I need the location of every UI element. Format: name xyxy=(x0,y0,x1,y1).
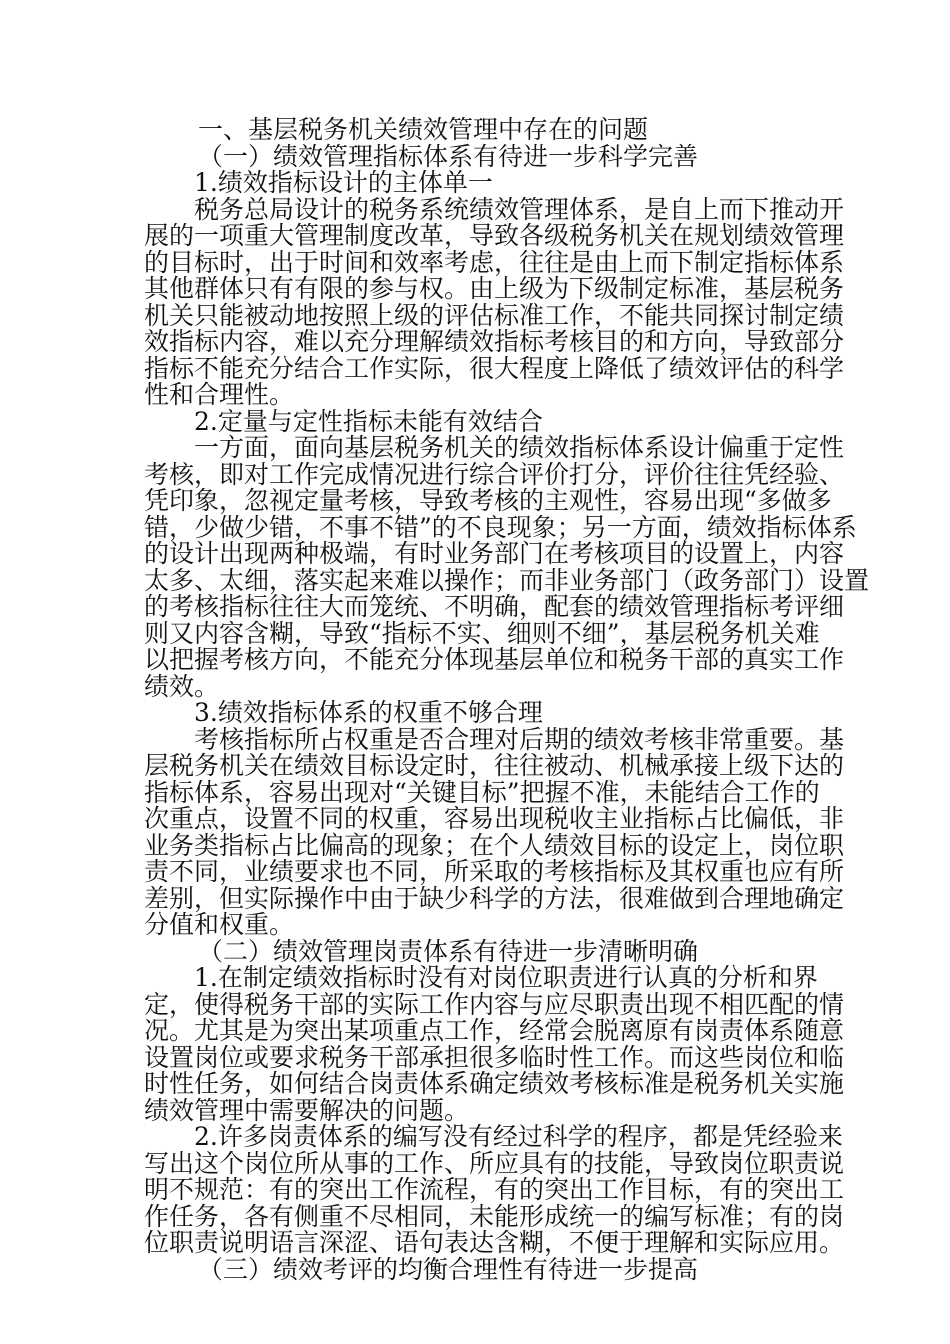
paragraph-line: 机关只能被动地按照上级的评估标准工作，不能共同探讨制定绩 xyxy=(144,300,845,330)
paragraph-line: 设置岗位或要求税务干部承担很多临时性工作。而这些岗位和临 xyxy=(144,1042,845,1072)
paragraph-line: 写出这个岗位所从事的工作、所应具有的技能，导致岗位职责说 xyxy=(144,1148,845,1178)
paragraph-line: 差别，但实际操作中由于缺少科学的方法，很难做到合理地确定 xyxy=(144,883,845,913)
subsection-heading-1: （一）绩效管理指标体系有待进一步科学完善 xyxy=(198,141,699,171)
paragraph-line: 作任务，各有侧重不尽相同，未能形成统一的编写标准；有的岗 xyxy=(144,1201,845,1231)
item-heading-1-1: 1.绩效指标设计的主体单一 xyxy=(194,168,493,197)
paragraph-line: 以把握考核方向，不能充分体现基层单位和税务干部的真实工作 xyxy=(144,645,845,674)
paragraph-line: 太多、太细，落实起来难以操作；而非业务部门（政务部门）设置 xyxy=(144,565,870,595)
paragraph-line: 凭印象，忽视定量考核，导致考核的主观性，容易出现“多做多 xyxy=(144,486,832,515)
paragraph-line: 则又内容含糊，导致“指标不实、细则不细”，基层税务机关难 xyxy=(144,618,820,648)
paragraph-line: 错，少做少错，不事不错”的不良现象；另一方面，绩效指标体系 xyxy=(144,512,857,542)
paragraph-line: 况。尤其是为突出某项重点工作，经常会脱离原有岗责体系随意 xyxy=(144,1016,845,1045)
document-page xyxy=(144,115,870,1284)
paragraph-line: 性和合理性。 xyxy=(144,380,295,409)
paragraph-line: 层税务机关在绩效目标设定时，往往被动、机械承接上级下达的 xyxy=(144,751,845,780)
paragraph-line: 绩效管理中需要解决的问题。 xyxy=(144,1095,470,1125)
item-heading-1-2: 2.定量与定性指标未能有效结合 xyxy=(194,406,543,436)
subsection-heading-2: （二）绩效管理岗责体系有待进一步清晰明确 xyxy=(198,936,699,966)
paragraph-line: 1.在制定绩效指标时没有对岗位职责进行认真的分析和界 xyxy=(194,963,818,992)
paragraph-line: 的目标时，出于时间和效率考虑，往往是由上而下制定指标体系 xyxy=(144,247,845,277)
paragraph-line: 时性任务，如何结合岗责体系确定绩效考核标准是税务机关实施 xyxy=(144,1069,845,1098)
paragraph-line: 的考核指标往往大而笼统、不明确，配套的绩效管理指标考评细 xyxy=(144,592,845,621)
paragraph-line: 指标不能充分结合工作实际，很大程度上降低了绩效评估的科学 xyxy=(144,353,845,383)
paragraph-line: 位职责说明语言深涩、语句表达含糊，不便于理解和实际应用。 xyxy=(144,1228,845,1257)
paragraph-line: 分值和权重。 xyxy=(144,910,295,939)
paragraph-line: 考核，即对工作完成情况进行综合评价打分，评价往往凭经验、 xyxy=(144,459,845,489)
subsection-heading-3: （三）绩效考评的均衡合理性有待进一步提高 xyxy=(198,1254,699,1284)
paragraph-line: 责不同，业绩要求也不同，所采取的考核指标及其权重也应有所 xyxy=(144,857,845,886)
paragraph-line: 展的一项重大管理制度改革，导致各级税务机关在规划绩效管理 xyxy=(144,221,845,250)
section-heading-1: 一、基层税务机关绩效管理中存在的问题 xyxy=(198,115,649,144)
paragraph-line: 明不规范：有的突出工作流程，有的突出工作目标，有的突出工 xyxy=(144,1175,845,1204)
paragraph-line: 的设计出现两种极端，有时业务部门在考核项目的设置上，内容 xyxy=(144,539,845,568)
paragraph-line: 考核指标所占权重是否合理对后期的绩效考核非常重要。基 xyxy=(194,724,845,754)
paragraph-line: 指标体系，容易出现对“关键目标”把握不准，未能结合工作的 xyxy=(144,777,820,807)
paragraph-line: 一方面，面向基层税务机关的绩效指标体系设计偏重于定性 xyxy=(194,433,845,462)
item-heading-1-3: 3.绩效指标体系的权重不够合理 xyxy=(194,698,543,727)
paragraph-line: 效指标内容，难以充分理解绩效指标考核目的和方向，导致部分 xyxy=(144,327,845,356)
paragraph-line: 其他群体只有有限的参与权。由上级为下级制定标准，基层税务 xyxy=(144,274,845,303)
paragraph-line: 税务总局设计的税务系统绩效管理体系，是自上而下推动开 xyxy=(194,194,845,224)
paragraph-line: 定，使得税务干部的实际工作内容与应尽职责出现不相匹配的情 xyxy=(144,989,845,1019)
paragraph-line: 次重点，设置不同的权重，容易出现税收主业指标占比偏低，非 xyxy=(144,804,845,833)
paragraph-line: 绩效。 xyxy=(144,671,220,701)
paragraph-line: 业务类指标占比偏高的现象；在个人绩效目标的设定上，岗位职 xyxy=(144,830,845,860)
paragraph-line: 2.许多岗责体系的编写没有经过科学的程序，都是凭经验来 xyxy=(194,1122,843,1151)
